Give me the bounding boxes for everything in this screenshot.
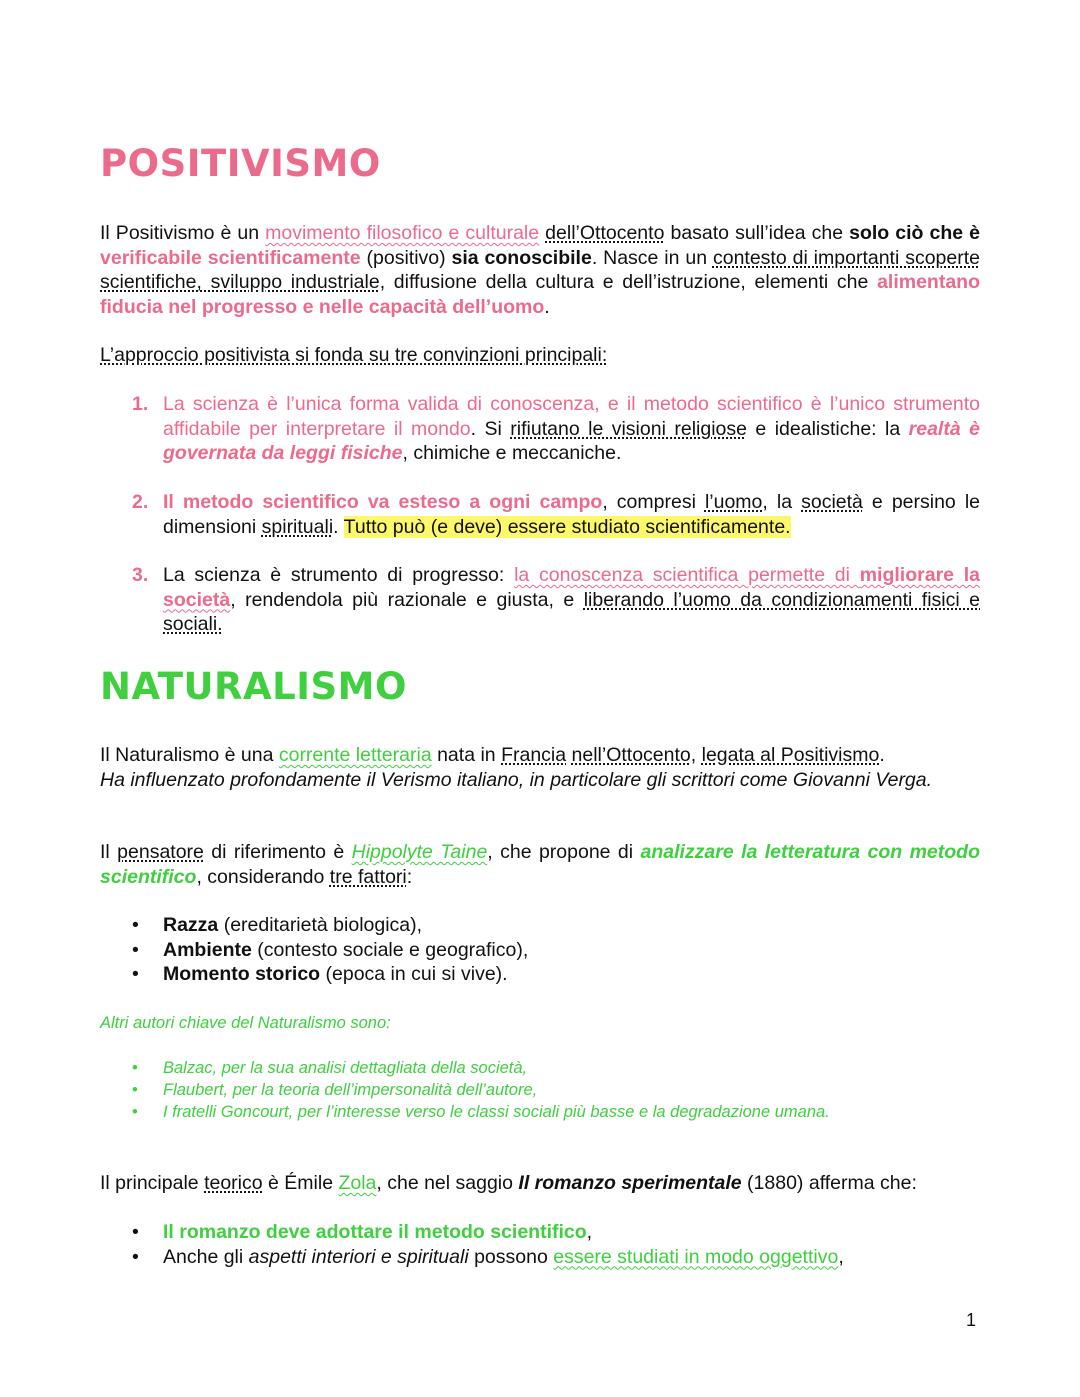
text-run: Il romanzo sperimentale [518, 1172, 742, 1194]
text-run: tre fattori [329, 865, 407, 888]
text-run: dell’Ottocento [545, 222, 665, 244]
text-run: rifiutano le visioni religiose [510, 417, 747, 440]
page-number: 1 [966, 1310, 977, 1330]
text-run: società [801, 491, 863, 513]
bullet-icon: • [132, 1245, 139, 1268]
highlighted-text: Tutto può (e deve) essere studiato scientificamente. [343, 515, 791, 538]
text-run: verificabile scientificamente [100, 246, 361, 269]
text-run: Ha influenzato profondamente il Verismo italiano, in particolare gli scrittori come Giovanni Verga. [100, 768, 933, 791]
list-item [132, 1079, 980, 1101]
bullet-icon: • [132, 938, 139, 961]
text-run: basato sull’idea che [664, 222, 850, 244]
text-run: nata in [431, 744, 502, 766]
text-run: Il Naturalismo è una [100, 744, 279, 766]
text-run: Momento storico [163, 963, 321, 985]
text-run: , chimiche e meccaniche. [402, 442, 622, 464]
naturalismo-intro [100, 743, 980, 792]
list-item [132, 913, 980, 938]
text-run: , che propone di [487, 841, 641, 863]
list-item [132, 962, 980, 987]
text-run: Francia [501, 744, 567, 766]
text-run: I fratelli Goncourt, per l’interesse verso le classi sociali più basse e la degradazione umana. [163, 1103, 830, 1121]
bullet-icon: • [132, 1081, 138, 1099]
text-run: essere studiati in modo oggettivo [553, 1245, 839, 1268]
list-number: 2. [132, 491, 149, 513]
text-run: L’approccio positivista si fonda su tre convinzioni principali: [100, 344, 608, 366]
text-run: Ambiente [163, 938, 252, 961]
text-run: Razza [163, 914, 219, 936]
authors-list [132, 1057, 980, 1123]
text-run: di riferimento è [203, 841, 352, 863]
text-run: spirituali [261, 515, 334, 538]
text-run: liberando l’uomo da condizionamenti fisici e sociali. [163, 588, 980, 635]
text-run: movimento filosofico e culturale [265, 222, 540, 244]
text-run: . Nasce in un [591, 246, 713, 269]
text-run: l’uomo [704, 491, 763, 513]
text-run: , [690, 744, 702, 766]
text-run: analizzare la letteratura con metodo scientifico [100, 841, 980, 888]
text-run: sia conoscibile [451, 246, 592, 269]
factors-list [132, 913, 980, 987]
text-run: Il principale [100, 1172, 205, 1194]
text-run: migliorare la società [163, 564, 980, 611]
list-item [132, 938, 980, 963]
positivismo-intro [100, 221, 980, 319]
text-run: La scienza è strumento di progresso: [163, 564, 515, 586]
bullet-icon: • [132, 914, 139, 936]
text-run: (contesto sociale e geografico), [251, 938, 529, 961]
list-number: 1. [132, 393, 149, 415]
text-run: alimentano fiducia nel progresso e nelle capacità dell’uomo [100, 271, 980, 318]
text-run: nell’Ottocento [571, 744, 691, 766]
text-run: . [879, 744, 885, 766]
text-run: possono [468, 1245, 554, 1268]
text-run: , che nel saggio [376, 1172, 519, 1194]
text-run: . Si [470, 417, 511, 440]
positivismo-item-3 [132, 563, 980, 637]
text-run: realtà è governata da leggi fisiche [163, 417, 980, 464]
bullet-icon: • [132, 963, 139, 985]
text-run: La scienza è l’unica forma valida di conoscenza, e il metodo scientifico è l’unico strumento affidabile per interpretare il mondo [163, 393, 980, 440]
bullet-icon: • [132, 1059, 138, 1077]
text-run: . [333, 515, 344, 538]
text-run: e idealistiche: la [746, 417, 909, 440]
text-run: legata al Positivismo [701, 744, 880, 766]
text-run: (ereditarietà biologica), [218, 914, 423, 936]
text-run: Balzac, per la sua analisi dettagliata della società, [163, 1059, 528, 1077]
text-run: (1880) afferma che: [741, 1172, 917, 1194]
text-run: Il romanzo deve adottare il metodo scientifico [163, 1221, 587, 1243]
text-run: Flaubert, per la teoria dell’impersonalità dell’autore, [163, 1081, 538, 1099]
text-run: Il [100, 841, 118, 863]
text-run: , la [762, 491, 802, 513]
text-run: corrente letteraria [278, 744, 432, 766]
text-run: , considerando [196, 865, 330, 888]
text-run: , rendendola più razionale e giusta, e [230, 588, 584, 611]
positivismo-item-2 [132, 490, 980, 539]
positivismo-approach [100, 343, 980, 368]
text-run: solo ciò che è [849, 222, 980, 244]
text-run: , diffusione della cultura e dell’istruzione, elementi che [379, 271, 878, 293]
list-item [132, 1245, 980, 1270]
zola-points-list [132, 1220, 980, 1269]
text-run: la conoscenza scientifica permette di [514, 564, 860, 586]
text-run: (positivo) [360, 246, 452, 269]
text-run: Il metodo scientifico va esteso a ogni campo [163, 491, 603, 513]
list-item [132, 1057, 980, 1079]
text-run: Zola [338, 1172, 377, 1194]
zola-paragraph [100, 1171, 980, 1196]
text-run: , [586, 1221, 593, 1243]
bullet-icon: • [132, 1221, 139, 1243]
text-run: teorico [204, 1172, 263, 1194]
list-item [132, 1101, 980, 1123]
text-run: . [544, 295, 550, 318]
text-run: pensatore [117, 841, 204, 863]
bullet-icon: • [132, 1103, 138, 1121]
text-run: Il Positivismo è un [100, 222, 266, 244]
naturalismo-thinker [100, 840, 980, 889]
list-item [132, 1220, 980, 1245]
text-run: Anche gli [163, 1245, 249, 1268]
list-number: 3. [132, 564, 149, 586]
text-run: Altri autori chiave del Naturalismo sono: [100, 1014, 391, 1032]
text-run: Hippolyte Taine [351, 841, 488, 863]
positivismo-title: POSITIVISMO [100, 142, 381, 185]
text-run: , [838, 1245, 844, 1268]
text-run: è Émile [262, 1172, 339, 1194]
text-run: : [406, 865, 413, 888]
text-run: contesto di importanti scoperte scientifiche, sviluppo industriale [100, 246, 980, 293]
text-run: aspetti interiori e spirituali [248, 1245, 469, 1268]
text-run: , compresi [602, 491, 705, 513]
text-run: (epoca in cui si vive). [320, 963, 508, 985]
text-run: e persino le dimensioni [163, 491, 981, 538]
authors-intro [100, 1012, 980, 1034]
positivismo-item-1 [132, 392, 980, 466]
naturalismo-title: NATURALISMO [100, 665, 407, 708]
